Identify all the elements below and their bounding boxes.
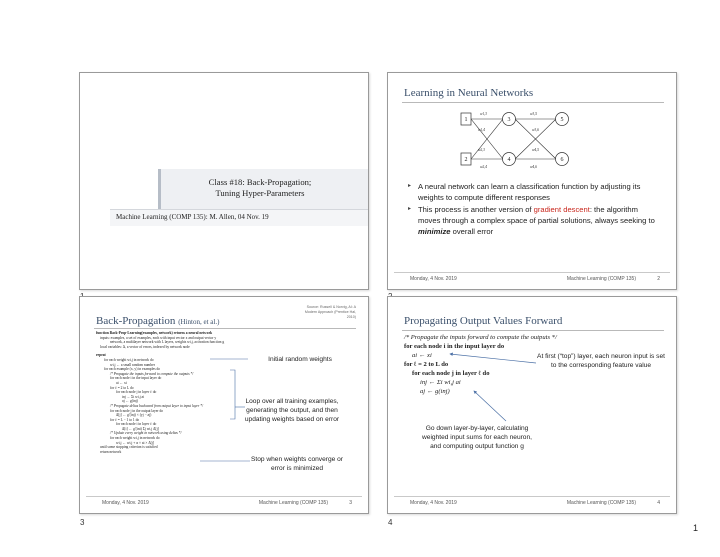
- highlight-gradient-descent: gradient descent: [533, 205, 590, 214]
- weight-label-3-6: w3,6: [532, 128, 539, 132]
- algo-line: /* Update every weight in network using deltas */: [110, 431, 182, 436]
- algo-line: for each node i in layer ℓ do: [116, 422, 157, 427]
- footer-page: 3: [349, 500, 352, 506]
- algo-line: network, a multilayer network with L layers, weights wi,j, activation function g: [110, 340, 225, 345]
- algo-line: local variables: Δ, a vector of errors, indexed by network node: [100, 344, 190, 349]
- slide-footer: [86, 496, 362, 509]
- bullet-arrow-icon: ▸: [408, 206, 412, 212]
- footer-course: Machine Learning (COMP 135): [566, 276, 636, 282]
- slide-subtitle: Machine Learning (COMP 135): M. Allen, 04 Nov. 19: [116, 213, 269, 221]
- annotation-first-layer: At first (“top”) layer, each neuron input is set to the corresponding feature value: [537, 353, 665, 369]
- code-line: ai ← xi: [412, 352, 432, 359]
- bullet-arrow-icon: ▸: [408, 183, 412, 189]
- weight-label-2-4: w2,4: [480, 165, 487, 169]
- algo-line: return network: [100, 449, 122, 454]
- footer-course: Machine Learning (COMP 135): [258, 500, 328, 506]
- annotation-layer-by-layer: Go down layer-by-layer, calculating weighted input sums for each neuron, and computing output function g: [422, 425, 532, 450]
- page-number: 1: [692, 523, 698, 533]
- weight-label-1-3: w1,3: [480, 112, 487, 116]
- annotation-stop-condition: Stop when weights converge or error is minimized: [250, 456, 343, 472]
- slide-footer: [394, 272, 670, 285]
- slide-2[interactable]: [387, 72, 677, 290]
- algo-line: inputs: examples, a set of examples, each with input vector x and output vector y: [100, 335, 217, 340]
- slide-number-3: 3: [80, 518, 85, 527]
- code-comment: /* Propagate the inputs forward to compute the outputs */: [404, 334, 557, 341]
- footer-date: Monday, 4 Nov. 2019: [410, 276, 457, 282]
- slide-title: Back-Propagation (Hinton, et al.): [96, 315, 220, 327]
- algo-line: for ℓ = 2 to L do: [110, 385, 134, 390]
- code-line: aj ← g(inj): [420, 388, 450, 395]
- algo-line: for each node i in the input layer do: [110, 376, 162, 381]
- slide-title: Learning in Neural Networks: [404, 87, 534, 99]
- algo-line: ai ← xi: [116, 380, 127, 385]
- title-citation: (Hinton, et al.): [178, 318, 220, 326]
- bullet-1: ▸ A neural network can learn a classification function by adjusting its weights to compute different responses: [408, 182, 641, 202]
- footer-page: 2: [657, 276, 660, 282]
- algo-line: until some stopping criterion is satisfied: [100, 445, 158, 450]
- algo-line: /* Propagate the inputs forward to compute the outputs */: [110, 371, 194, 376]
- algo-line: wi,j ← wi,j + α × ai × Δ[j]: [116, 440, 155, 445]
- weight-label-4-5: w4,5: [532, 148, 539, 152]
- algo-line: /* Propagate deltas backward from output layer to input layer */: [110, 403, 204, 408]
- slide-4[interactable]: [387, 296, 677, 514]
- algo-line: function Back-Prop-Learning(examples, network) returns a neural network: [96, 331, 213, 335]
- code-line: for each node i in the input layer do: [404, 343, 505, 350]
- weight-label-1-4: w1,4: [478, 128, 485, 132]
- code-line: inj ← Σi wi,j ai: [420, 379, 461, 386]
- algo-line: Δ[j] ← g′(inj) × (yj − aj): [116, 413, 152, 418]
- slide-1[interactable]: [79, 72, 369, 290]
- footer-date: Monday, 4 Nov. 2019: [102, 500, 149, 506]
- emphasis-minimize: minimize: [418, 227, 451, 236]
- footer-page: 4: [657, 500, 660, 506]
- weight-label-3-5: w3,5: [530, 112, 537, 116]
- title-rule: [402, 102, 664, 103]
- slide-footer: [394, 496, 670, 509]
- node-3-label: 3: [507, 117, 511, 123]
- node-5-label: 5: [560, 117, 564, 123]
- algo-line: for ℓ = L − 1 to 1 do: [110, 417, 140, 422]
- node-2-label: 2: [464, 157, 468, 163]
- source-note: Source: Russell & Norvig, AI: A Modern Approach (Prentice Hal, 2010): [304, 305, 356, 319]
- node-4-label: 4: [507, 157, 511, 163]
- annotation-training-loop: Loop over all training examples, generating the output, and then updating weights based on error: [244, 398, 340, 423]
- code-line: for ℓ = 2 to L do: [404, 361, 449, 368]
- algo-line: repeat: [96, 353, 106, 358]
- bullet-2: ▸ This process is another version of gradient descent: the algorithm moves through a complex space of partial solutions, always seeking to minimize overall error: [408, 205, 655, 236]
- algo-line: for each weight wi,j in network do: [110, 436, 160, 441]
- code-line: for each node j in layer ℓ do: [412, 370, 490, 377]
- weight-label-2-3: w2,3: [478, 148, 485, 152]
- algo-line: for each example (x, y) in examples do: [104, 367, 161, 372]
- algo-line: wi,j ← a small random number: [110, 362, 155, 367]
- algo-line: for each node j in layer ℓ do: [116, 390, 157, 395]
- neural-network-diagram: [458, 107, 598, 179]
- slide-title: Class #18: Back-Propagation; Tuning Hyper-Parameters: [208, 177, 312, 198]
- algo-line: for each node j in the output layer do: [110, 408, 164, 413]
- slide-number-4: 4: [388, 518, 393, 527]
- algo-line: Δ[i] ← g′(ini) Σj wi,j Δ[j]: [122, 426, 159, 431]
- annotation-initial-weights: Initial random weights: [268, 356, 332, 363]
- slide-3[interactable]: [79, 296, 369, 514]
- algo-line: inj ← Σi wi,j ai: [122, 394, 145, 399]
- annotation-arrows: [388, 297, 676, 513]
- algo-line: for each weight wi,j in network do: [104, 357, 154, 362]
- footer-date: Monday, 4 Nov. 2019: [410, 500, 457, 506]
- node-6-label: 6: [560, 157, 564, 163]
- slide-title: Propagating Output Values Forward: [404, 315, 563, 327]
- node-1-label: 1: [464, 117, 468, 123]
- footer-course: Machine Learning (COMP 135): [566, 500, 636, 506]
- weight-label-4-6: w4,6: [530, 165, 537, 169]
- algo-line: aj ← g(inj): [122, 399, 138, 404]
